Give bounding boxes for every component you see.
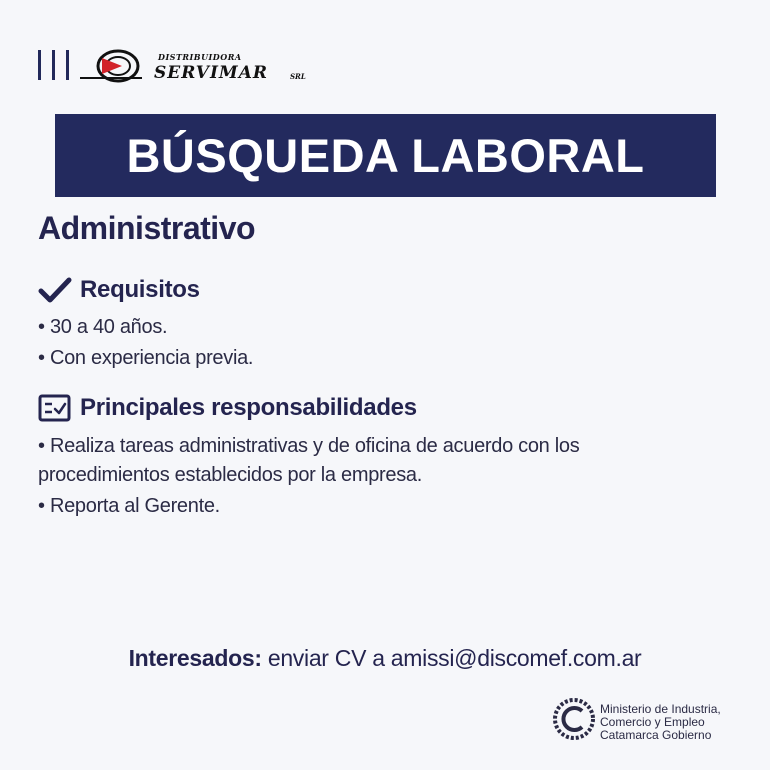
ministry-line: Comercio y Empleo xyxy=(600,715,705,729)
contact-email[interactable]: amissi@discomef.com.ar xyxy=(390,645,642,671)
servimar-logo-icon xyxy=(80,44,150,84)
ministry-text xyxy=(600,703,721,742)
requirements-heading-label: Requisitos xyxy=(80,276,200,303)
responsibilities-heading xyxy=(38,394,417,422)
checklist-icon xyxy=(38,394,72,422)
requirements-heading xyxy=(38,276,200,304)
position-title: Administrativo xyxy=(38,210,256,246)
contact-line xyxy=(0,645,770,672)
contact-label: Interesados: xyxy=(128,645,262,671)
requirement-item: • 30 a 40 años. xyxy=(38,316,168,338)
ministry-line: Catamarca Gobierno xyxy=(600,728,712,742)
ministry-line: Ministerio de Industria, xyxy=(600,702,721,716)
responsibility-item: procedimientos establecidos por la empresa. xyxy=(38,464,422,486)
logo-top-text: DISTRIBUIDORA xyxy=(158,52,242,62)
responsibility-item: • Realiza tareas administrativas y de oficina de acuerdo con los xyxy=(38,435,580,457)
responsibility-item: • Reporta al Gerente. xyxy=(38,495,220,517)
ministry-logo-icon xyxy=(552,697,596,741)
logo-suffix: SRL xyxy=(290,72,306,81)
responsibilities-heading-label: Principales responsabilidades xyxy=(80,394,417,421)
checkmark-icon xyxy=(38,276,72,304)
contact-text: enviar CV a xyxy=(261,645,391,671)
requirement-item: • Con experiencia previa. xyxy=(38,347,254,369)
title-banner xyxy=(55,114,716,197)
decorative-bars xyxy=(38,50,72,80)
banner-title: BÚSQUEDA LABORAL xyxy=(126,129,645,182)
logo-name: SERVIMAR xyxy=(154,63,269,83)
